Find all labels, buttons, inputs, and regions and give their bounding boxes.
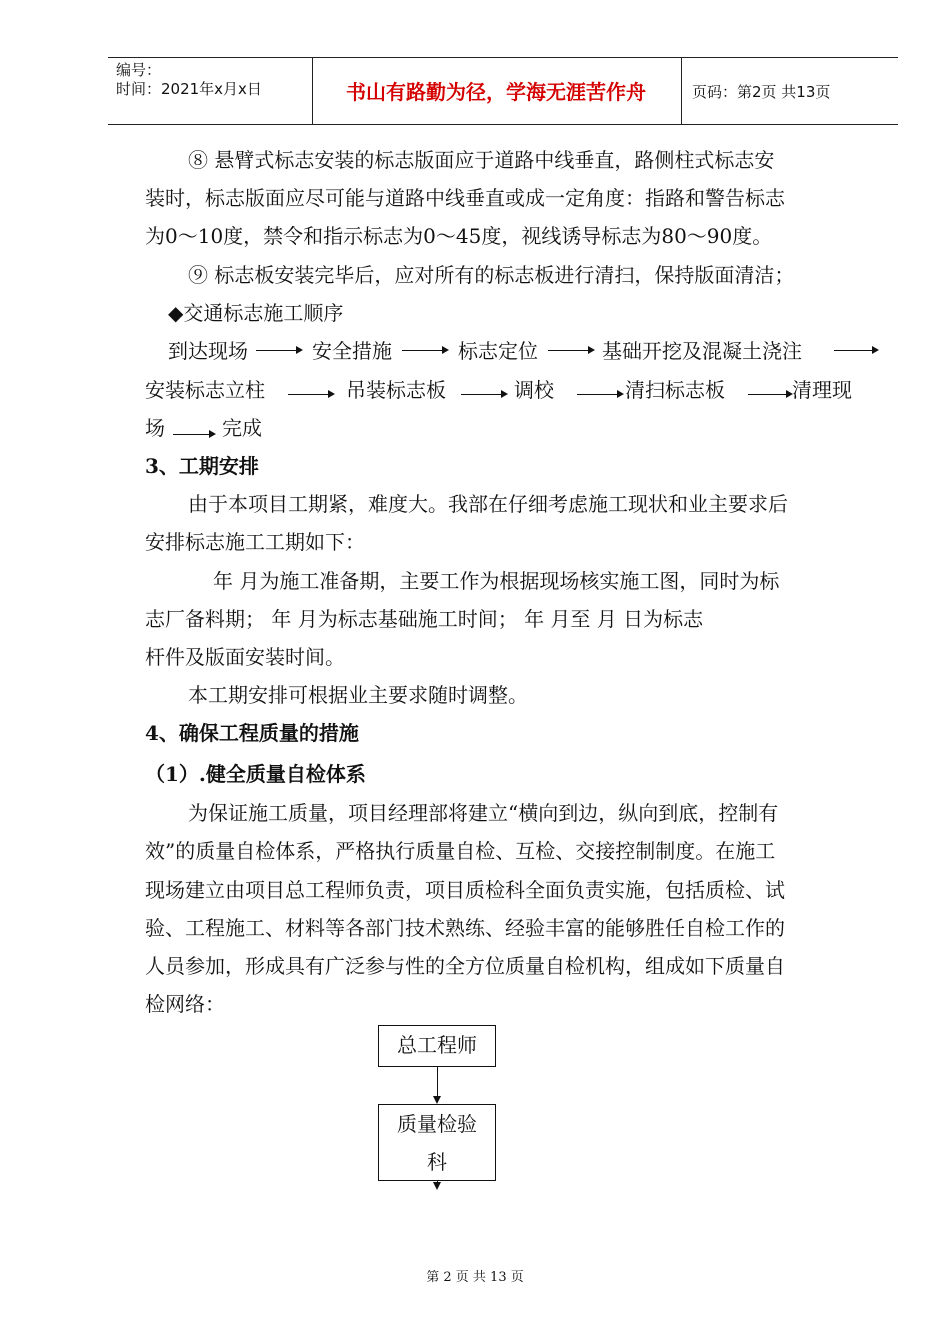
flow-arrow-icon (548, 350, 588, 351)
paragraph-8-line-1: ⑧ 悬臂式标志安装的标志版面应于道路中线垂直，路侧柱式标志安 (188, 148, 775, 172)
org-box-quality-dept-line-2: 科 (427, 1150, 447, 1174)
schedule-line-1: 由于本项目工期紧，难度大。我部在仔细考虑施工现状和业主要求后 (188, 492, 788, 516)
schedule-line-2: 安排标志施工工期如下： (145, 530, 365, 554)
section-4-1-heading: （1）.健全质量自检体系 (145, 762, 366, 786)
flow-step-adjust: 调校 (514, 378, 554, 402)
quality-line-3: 现场建立由项目总工程师负责，项目质检科全面负责实施，包括质检、试 (145, 878, 785, 902)
flow-step-complete: 完成 (222, 416, 262, 440)
flow-arrow-icon (256, 350, 296, 351)
schedule-line-4: 志厂备料期； 年 月为标志基础施工时间； 年 月至 月 日为标志 (145, 607, 704, 631)
flow-arrow-icon (834, 350, 872, 351)
flow-arrow-icon (577, 394, 617, 395)
org-box-quality-dept-line-1: 质量检验 (397, 1112, 477, 1136)
flow-step-clean-board: 清扫标志板 (625, 378, 725, 402)
org-connector-line (437, 1066, 438, 1098)
header-bottom-rule (108, 124, 898, 125)
schedule-line-3: 年 月为施工准备期，主要工作为根据现场核实施工图，同时为标 (213, 569, 780, 593)
schedule-line-6: 本工期安排可根据业主要求随时调整。 (188, 683, 528, 707)
org-box-chief-engineer-label: 总工程师 (397, 1033, 477, 1057)
flow-step-hoist-board: 吊装标志板 (346, 378, 446, 402)
quality-line-2: 效”的质量自检体系，严格执行质量自检、互检、交接控制制度。在施工 (145, 839, 776, 863)
flow-step-safety: 安全措施 (312, 339, 392, 363)
quality-line-6: 检网络： (145, 992, 225, 1016)
flow-arrow-icon (402, 350, 442, 351)
flow-step-foundation: 基础开挖及混凝土浇注 (602, 339, 802, 363)
schedule-line-5: 杆件及版面安装时间。 (145, 645, 345, 669)
org-box-quality-dept (378, 1104, 496, 1181)
quality-line-4: 验、工程施工、材料等各部门技术熟练、经验丰富的能够胜任自检工作的 (145, 916, 785, 940)
paragraph-8-line-3: 为0～10度，禁令和指示标志为0～45度，视线诱导标志为80～90度。 (145, 224, 773, 248)
org-connector-arrow-icon (433, 1096, 441, 1104)
header-divider-right (681, 57, 682, 124)
flow-row-3 (0, 415, 950, 445)
flow-step-clear-site-cont: 场 (145, 416, 165, 440)
org-connector-arrow-icon-lower (433, 1182, 441, 1190)
quality-line-5: 人员参加，形成具有广泛参与性的全方位质量自检机构，组成如下质量自 (145, 954, 785, 978)
section-3-heading: 3、工期安排 (145, 454, 259, 478)
document-time-label: 时间：2021年x月x日 (116, 80, 262, 98)
org-box-chief-engineer (378, 1025, 496, 1067)
quality-line-1: 为保证施工质量，项目经理部将建立“横向到边，纵向到底，控制有 (188, 801, 779, 825)
flow-arrow-icon (748, 394, 786, 395)
flow-row-2 (0, 377, 950, 407)
section-4-heading: 4、确保工程质量的措施 (145, 721, 359, 745)
document-number-label: 编号： (116, 61, 162, 79)
flow-arrow-icon (461, 394, 501, 395)
header-motto: 书山有路勤为径，学海无涯苦作舟 (346, 80, 646, 104)
flow-row-1 (0, 338, 950, 368)
flow-step-install-post: 安装标志立柱 (145, 378, 265, 402)
page-footer: 第 2 页 共 13 页 (426, 1270, 524, 1285)
flow-step-positioning: 标志定位 (458, 339, 538, 363)
header-page-info: 页码：第2页 共13页 (692, 83, 831, 101)
paragraph-8-line-2: 装时，标志版面应尽可能与道路中线垂直或成一定角度：指路和警告标志 (145, 186, 785, 210)
flow-arrow-icon (173, 434, 209, 435)
sequence-heading: ◆交通标志施工顺序 (168, 301, 344, 325)
header-top-rule (108, 57, 898, 58)
flow-arrow-icon (288, 394, 328, 395)
flow-step-arrive: 到达现场 (168, 339, 248, 363)
paragraph-9: ⑨ 标志板安装完毕后，应对所有的标志板进行清扫，保持版面清洁； (188, 263, 795, 287)
flow-step-clear-site: 清理现 (792, 378, 852, 402)
